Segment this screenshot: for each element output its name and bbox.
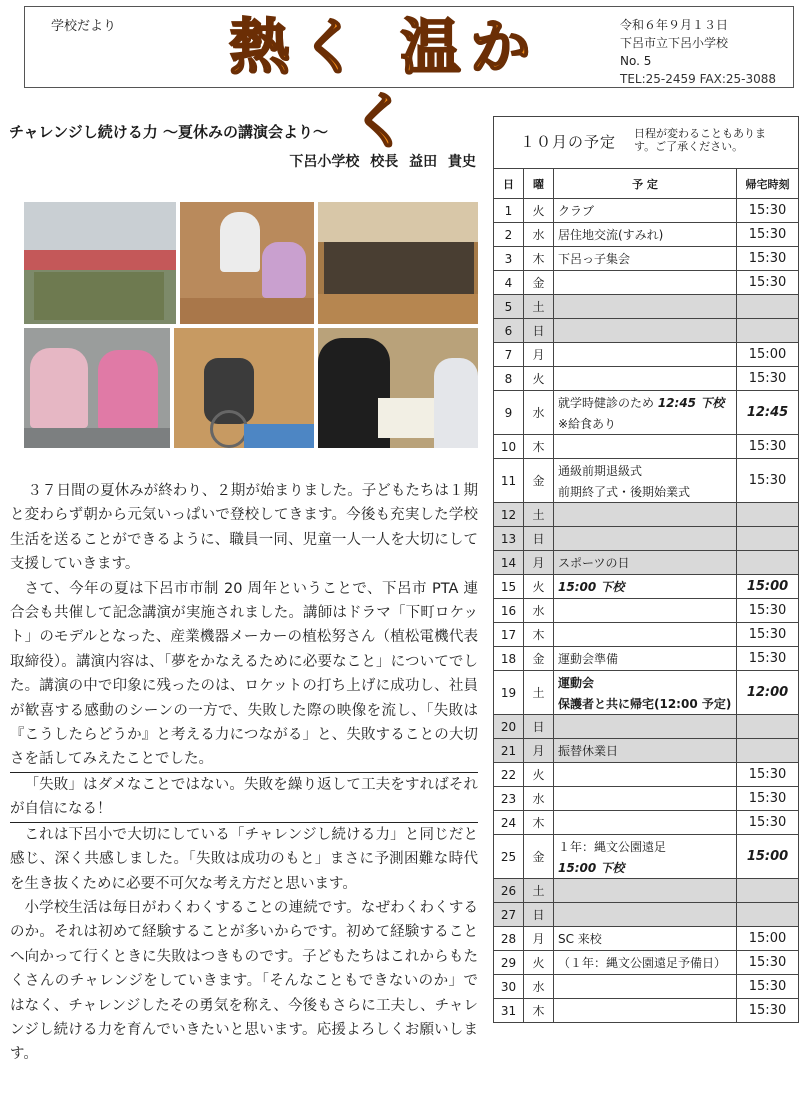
row-return-time: 15:30: [737, 951, 799, 975]
row-day: 21: [494, 739, 524, 763]
event-line: [558, 462, 732, 479]
row-weekday: 土: [524, 671, 554, 715]
event-line: [558, 250, 732, 267]
photo-girls-writing: [24, 328, 170, 448]
event-text: 保護者と共に帰宅(12:00 予定): [558, 696, 732, 711]
row-return-time: 15:30: [737, 459, 799, 503]
row-event: [554, 715, 737, 739]
row-event: [554, 787, 737, 811]
schedule-row: [494, 319, 799, 343]
row-weekday: 月: [524, 551, 554, 575]
row-return-time: 15:30: [737, 975, 799, 999]
event-text: 12:45 下校: [657, 395, 725, 410]
row-weekday: 日: [524, 903, 554, 927]
event-line: [558, 578, 732, 595]
article-body: [10, 479, 478, 1067]
row-weekday: 水: [524, 599, 554, 623]
row-return-time: [737, 527, 799, 551]
row-day: 23: [494, 787, 524, 811]
row-return-time: 15:30: [737, 223, 799, 247]
row-return-time: 12:45: [737, 391, 799, 435]
newsletter-title: 熱く 温かく: [229, 13, 541, 157]
schedule-header-row: [494, 117, 799, 169]
col-weekday: 曜: [524, 169, 554, 199]
schedule-row: [494, 763, 799, 787]
row-weekday: 金: [524, 647, 554, 671]
schedule-row: [494, 879, 799, 903]
row-weekday: 金: [524, 271, 554, 295]
paragraph-4: これは下呂小で大切にしている「チャレンジし続ける力」と同じだと感じ、深く共感しました。「失敗は成功のもと」まさに予測困難な時代を生き抜くために必要不可欠な考え方だと思います。: [10, 826, 478, 892]
event-text: 運動会準備: [558, 652, 619, 666]
row-weekday: 木: [524, 623, 554, 647]
event-text: （１年：縄文公園遠足予備日）: [558, 956, 727, 970]
event-line: [558, 226, 732, 243]
row-day: 11: [494, 459, 524, 503]
row-weekday: 日: [524, 715, 554, 739]
row-day: 8: [494, 367, 524, 391]
row-event: [554, 223, 737, 247]
row-day: 27: [494, 903, 524, 927]
row-return-time: 15:00: [737, 575, 799, 599]
schedule-row: [494, 527, 799, 551]
article-author: 下呂小学校 校長 益田 貴史: [289, 154, 476, 170]
row-day: 4: [494, 271, 524, 295]
schedule-row: [494, 247, 799, 271]
row-event: [554, 647, 737, 671]
row-day: 16: [494, 599, 524, 623]
event-line: [558, 954, 732, 971]
row-weekday: 水: [524, 391, 554, 435]
event-text: 下呂っ子集会: [558, 252, 631, 266]
photo-collage: [24, 202, 478, 448]
row-return-time: 15:30: [737, 199, 799, 223]
event-line: [558, 695, 732, 712]
row-return-time: 15:30: [737, 647, 799, 671]
row-weekday: 火: [524, 951, 554, 975]
event-text: 15:00 下校: [558, 580, 625, 594]
row-weekday: 土: [524, 879, 554, 903]
row-weekday: 月: [524, 343, 554, 367]
row-return-time: 15:30: [737, 763, 799, 787]
newsletter-meta: [620, 16, 776, 88]
schedule-row: [494, 199, 799, 223]
row-return-time: [737, 739, 799, 763]
event-line: [558, 483, 732, 500]
row-event: [554, 879, 737, 903]
row-event: [554, 551, 737, 575]
event-line: [558, 859, 732, 876]
schedule-row: [494, 647, 799, 671]
event-line: [558, 838, 732, 855]
schedule-row: [494, 671, 799, 715]
schedule-row: [494, 367, 799, 391]
article-title: チャレンジし続ける力 ～夏休みの講演会より～: [9, 123, 329, 141]
row-return-time: 15:00: [737, 343, 799, 367]
event-text: 運動会: [558, 675, 595, 690]
row-day: 2: [494, 223, 524, 247]
contact-numbers: TEL:25-2459 FAX:25-3088: [620, 72, 777, 86]
schedule-note: 日程が変わることもあります。ご了承ください。: [634, 127, 767, 153]
row-return-time: 15:00: [737, 835, 799, 879]
row-return-time: [737, 295, 799, 319]
row-event: [554, 367, 737, 391]
issue-date: 令和６年９月１３日: [620, 18, 729, 32]
row-event: [554, 999, 737, 1023]
row-day: 30: [494, 975, 524, 999]
col-time: 帰宅時刻: [737, 169, 799, 199]
row-event: [554, 527, 737, 551]
row-day: 10: [494, 435, 524, 459]
row-return-time: [737, 903, 799, 927]
row-day: 1: [494, 199, 524, 223]
row-event: [554, 951, 737, 975]
row-day: 5: [494, 295, 524, 319]
row-weekday: 水: [524, 223, 554, 247]
row-return-time: 15:30: [737, 247, 799, 271]
event-line: [558, 554, 732, 571]
row-weekday: 火: [524, 575, 554, 599]
row-event: [554, 739, 737, 763]
event-text: 通級前期退級式: [558, 463, 643, 478]
row-weekday: 火: [524, 367, 554, 391]
row-return-time: [737, 319, 799, 343]
issue-number: No. 5: [620, 54, 652, 68]
row-day: 20: [494, 715, 524, 739]
schedule-row: [494, 459, 799, 503]
row-event: [554, 763, 737, 787]
row-weekday: 日: [524, 319, 554, 343]
row-weekday: 木: [524, 811, 554, 835]
row-weekday: 木: [524, 999, 554, 1023]
row-return-time: [737, 715, 799, 739]
newsletter-label: 学校だより: [51, 19, 117, 34]
row-weekday: 金: [524, 459, 554, 503]
event-text: 居住地交流(すみれ): [558, 228, 664, 242]
schedule-row: [494, 927, 799, 951]
event-line: [558, 674, 732, 691]
row-day: 15: [494, 575, 524, 599]
row-event: [554, 503, 737, 527]
photo-schoolyard: [24, 202, 176, 324]
row-day: 28: [494, 927, 524, 951]
row-return-time: [737, 503, 799, 527]
photo-gym-circle: [318, 202, 478, 324]
schedule-row: [494, 903, 799, 927]
photo-reading: [318, 328, 478, 448]
event-text: 前期終了式・後期始業式: [558, 484, 691, 499]
row-day: 17: [494, 623, 524, 647]
row-day: 14: [494, 551, 524, 575]
row-event: [554, 247, 737, 271]
row-event: [554, 623, 737, 647]
row-return-time: 15:00: [737, 927, 799, 951]
october-schedule-table: [493, 116, 799, 1023]
event-text: クラブ: [558, 204, 595, 218]
row-event: [554, 343, 737, 367]
schedule-title: １０月の予定: [520, 133, 617, 151]
row-return-time: 15:30: [737, 999, 799, 1023]
schedule-row: [494, 951, 799, 975]
schedule-row: [494, 223, 799, 247]
schedule-row: [494, 715, 799, 739]
event-text: 振替休業日: [558, 744, 619, 758]
event-text: １年：縄文公園遠足: [558, 839, 667, 854]
paragraph-2: さて、今年の夏は下呂市市制 20 周年ということで、下呂市 PTA 連合会も共催して記念講演が実施されました。講師はドラマ「下町ロケット」のモデルとなった、産業機器メーカーの植松努さん（植松電機代表取締役）。講演内容は、「夢をかなえるために必要なこと」についてでした。講演の中で印象に残ったのは、ロケットの打ち上げに成功し、社員が歓喜する感動のシーンの一方で、失敗した際の映像を流し、「失敗は『こうしたらどうか』と考える力につながる」と、失敗することの大切さを話してみえたことでした。: [10, 577, 478, 773]
row-event: [554, 435, 737, 459]
row-weekday: 土: [524, 503, 554, 527]
col-event: 予 定: [554, 169, 737, 199]
event-line: [558, 415, 732, 432]
row-event: [554, 903, 737, 927]
schedule-row: [494, 503, 799, 527]
schedule-row: [494, 623, 799, 647]
row-day: 3: [494, 247, 524, 271]
row-day: 31: [494, 999, 524, 1023]
school-name: 下呂市立下呂小学校: [620, 36, 729, 50]
row-day: 29: [494, 951, 524, 975]
row-event: [554, 975, 737, 999]
row-weekday: 火: [524, 199, 554, 223]
schedule-row: [494, 975, 799, 999]
row-return-time: 15:30: [737, 599, 799, 623]
schedule-row: [494, 295, 799, 319]
row-weekday: 水: [524, 975, 554, 999]
schedule-row: [494, 435, 799, 459]
row-return-time: 15:30: [737, 811, 799, 835]
row-weekday: 金: [524, 835, 554, 879]
row-event: [554, 671, 737, 715]
paragraph-1: ３７日間の夏休みが終わり、２期が始まりました。子どもたちは１期と変わらず朝から元気いっぱいで登校してきます。今後も充実した学校生活を送ることができるように、職員一同、児童一人一人を大切にして支援していきます。: [10, 483, 478, 573]
row-weekday: 木: [524, 435, 554, 459]
row-day: 26: [494, 879, 524, 903]
row-event: [554, 271, 737, 295]
row-weekday: 土: [524, 295, 554, 319]
row-day: 22: [494, 763, 524, 787]
schedule-row: [494, 999, 799, 1023]
schedule-row: [494, 835, 799, 879]
row-return-time: 15:30: [737, 623, 799, 647]
paragraph-5: 小学校生活は毎日がわくわくすることの連続です。なぜわくわくするのか。それは初めて経験することが多いからです。初めて経験することへ向かって行くときに失敗はつきものです。子どもたちはこれからもたくさんのチャレンジをしていきます。「そんなこともできないのか」ではなく、チャレンジしたその勇気を称え、今後もさらに工夫し、チャレンジし続ける力を育んでいきたいと思います。応援よろしくお願いします。: [10, 899, 478, 1063]
column-header-row: [494, 169, 799, 199]
schedule-row: [494, 739, 799, 763]
row-day: 9: [494, 391, 524, 435]
row-event: [554, 199, 737, 223]
schedule-row: [494, 551, 799, 575]
row-day: 19: [494, 671, 524, 715]
event-line: [558, 394, 732, 411]
row-event: [554, 927, 737, 951]
row-return-time: 15:30: [737, 787, 799, 811]
event-text: SC 来校: [558, 932, 602, 946]
col-day: 日: [494, 169, 524, 199]
paragraph-3: 「失敗」はダメなことではない。失敗を繰り返して工夫をすればそれが自信になる！: [10, 773, 478, 823]
event-text: 15:00 下校: [558, 860, 625, 875]
schedule-row: [494, 271, 799, 295]
row-weekday: 月: [524, 927, 554, 951]
row-weekday: 月: [524, 739, 554, 763]
schedule-row: [494, 391, 799, 435]
row-weekday: 木: [524, 247, 554, 271]
row-weekday: 水: [524, 787, 554, 811]
row-event: [554, 811, 737, 835]
photo-wheelchair: [174, 328, 314, 448]
row-day: 7: [494, 343, 524, 367]
schedule-rows: [494, 199, 799, 1023]
photo-students-floor: [180, 202, 314, 324]
schedule-row: [494, 787, 799, 811]
row-day: 18: [494, 647, 524, 671]
row-weekday: 日: [524, 527, 554, 551]
schedule-row: [494, 811, 799, 835]
row-day: 6: [494, 319, 524, 343]
row-event: [554, 459, 737, 503]
row-event: [554, 319, 737, 343]
schedule-row: [494, 575, 799, 599]
row-day: 24: [494, 811, 524, 835]
event-text: ※給食あり: [558, 416, 617, 431]
row-return-time: 15:30: [737, 435, 799, 459]
row-return-time: [737, 551, 799, 575]
event-text: スポーツの日: [558, 556, 630, 570]
row-day: 25: [494, 835, 524, 879]
row-return-time: [737, 879, 799, 903]
row-return-time: 15:30: [737, 271, 799, 295]
row-event: [554, 599, 737, 623]
event-text: 就学時健診のため: [558, 395, 658, 410]
schedule-row: [494, 343, 799, 367]
row-event: [554, 391, 737, 435]
row-event: [554, 835, 737, 879]
row-return-time: 12:00: [737, 671, 799, 715]
event-line: [558, 742, 732, 759]
row-return-time: 15:30: [737, 367, 799, 391]
row-weekday: 火: [524, 763, 554, 787]
event-line: [558, 930, 732, 947]
row-day: 12: [494, 503, 524, 527]
row-event: [554, 295, 737, 319]
event-line: [558, 202, 732, 219]
event-line: [558, 650, 732, 667]
schedule-row: [494, 599, 799, 623]
row-day: 13: [494, 527, 524, 551]
row-event: [554, 575, 737, 599]
